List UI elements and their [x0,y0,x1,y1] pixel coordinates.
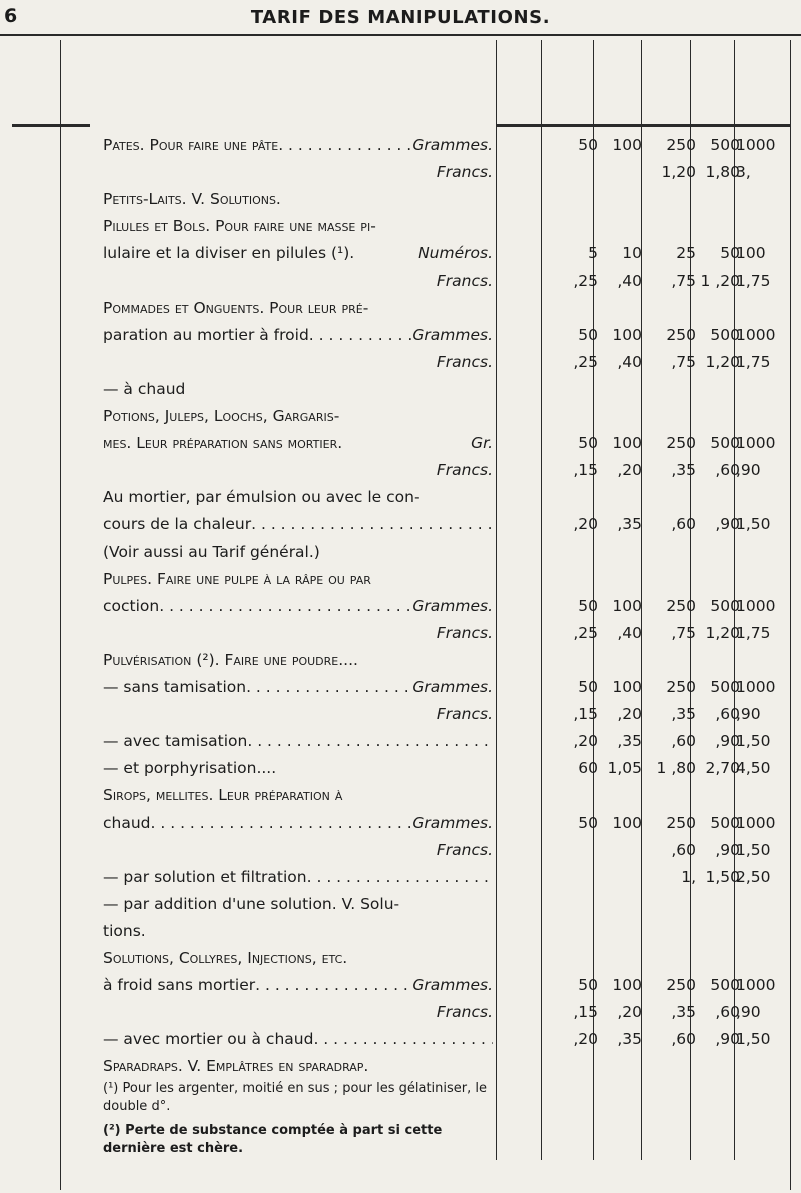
table-row [0,648,801,672]
row-description [103,431,493,455]
value-cell: 100 [612,813,642,832]
row-description [103,485,493,509]
row-label: — avec mortier ou à chaud [103,1030,314,1049]
header-rule [0,34,801,36]
column-head-rule [497,124,790,127]
table-row [0,946,801,970]
value-cell: 25 [676,244,696,263]
value-cell: 500 [710,813,740,832]
table-row [0,729,801,753]
value-cell: 500 [710,976,740,995]
value-cell [638,892,696,916]
table-row [0,133,801,157]
value-cell: 1000 [736,813,776,832]
value-cell [590,567,642,591]
value-cell: 60 [578,759,598,778]
value-cell: 250 [666,136,696,154]
value-cell: 1,75 [736,352,771,371]
value-cell: ,15 [573,1003,598,1022]
value-cell: ,90 [715,732,740,751]
value-cell: 1,50 [736,1030,771,1049]
row-label: mes. Leur préparation sans mortier. [103,434,343,453]
value-cell: 500 [710,596,740,615]
row-label: Pilules et Bols. Pour faire une masse pi- [103,217,376,236]
value-cell [638,567,696,591]
value-cell: 4,50 [736,759,771,778]
value-cell: ,20 [617,461,642,480]
value-cell: 500 [710,678,740,696]
value-cell: 100 [612,325,642,344]
row-description [103,973,493,997]
row-unit: Francs. [436,271,493,290]
table-row [0,973,801,997]
table-row [0,187,801,211]
table-row [0,594,801,618]
row-unit: Francs. [436,352,493,371]
value-cell: ,25 [573,271,598,290]
row-description [103,729,493,753]
value-cell [732,946,784,970]
value-cell: ,25 [573,352,598,371]
value-cell: ,60 [671,1030,696,1049]
row-label: Sirops, mellites. Leur préparation à [103,786,343,805]
value-cell: 2,70 [705,759,740,778]
value-cell [638,485,696,509]
table-row [0,458,801,482]
value-cell [638,540,696,564]
page-number: 6 [4,5,18,27]
footnote-2: (²) Perte de substance comptée à part si cette dernière est chère. [103,1123,443,1156]
row-label: — par addition d'une solution. V. Solu- [103,894,400,913]
row-label: à froid sans mortier [103,976,256,995]
value-cell [638,296,696,320]
row-description [103,458,493,482]
row-description [103,540,493,564]
row-label: paration au mortier à froid [103,325,309,344]
row-label: — à chaud [103,379,186,398]
value-cell [590,214,642,238]
page-title: TARIF DES MANIPULATIONS. [250,7,551,28]
value-cell: 1,05 [607,759,642,778]
value-cell: 100 [612,976,642,995]
value-cell [732,567,784,591]
value-cell: ,35 [671,705,696,724]
value-cell [732,187,784,211]
row-label: — et porphyrisation.... [103,759,277,778]
value-cell: 250 [666,325,696,344]
value-cell: ,90 [715,1030,740,1049]
dot-leader [159,594,412,618]
row-description [103,404,493,428]
value-cell: 1,75 [736,623,771,642]
table-row [0,783,801,807]
value-cell [590,485,642,509]
value-cell: 1, [681,867,696,886]
value-cell: 1,20 [661,163,696,182]
row-label: coction [103,596,160,615]
footnote-1: (¹) Pour les argenter, moitié en sus ; pour les gélatiniser, le double d°. [103,1081,488,1114]
value-cell [732,1054,784,1078]
row-unit: Numéros. [418,244,493,263]
row-description [103,160,493,184]
row-unit: Francs. [436,840,493,859]
value-cell [638,919,696,943]
value-cell: 250 [666,678,696,696]
row-description [103,702,493,726]
value-cell: 100 [612,678,642,696]
value-cell: 1 ,80 [656,759,696,778]
row-label: Pates. Pour faire une pâte [103,136,279,154]
value-cell: ,60 [671,732,696,751]
value-cell: ,20 [617,1003,642,1022]
row-unit: Francs. [436,163,493,182]
row-description [103,838,493,862]
row-description [103,811,493,835]
value-cell: 1,75 [736,271,771,290]
row-unit: Grammes. [412,325,493,344]
value-cell: ,75 [671,271,696,290]
value-cell: 50 [720,244,740,263]
table-row [0,919,801,943]
value-cell: 50 [578,596,598,615]
row-description [103,269,493,293]
value-cell [732,919,784,943]
row-label: tions. [103,921,146,940]
row-label: Pulpes. Faire une pulpe à la râpe ou par [103,569,371,588]
value-cell: 500 [710,434,740,453]
table-row [0,512,801,536]
value-cell: 50 [578,813,598,832]
value-cell: ,75 [671,623,696,642]
row-description [103,919,493,943]
value-cell: ,20 [617,705,642,724]
table-row [0,296,801,320]
dot-leader [309,323,413,347]
value-cell: 50 [578,434,598,453]
value-cell: 50 [578,976,598,995]
row-description [103,214,493,238]
row-description [103,783,493,807]
table-row [0,838,801,862]
footnotes [103,1080,493,1158]
value-cell: 1,50 [705,867,740,886]
table-row [0,269,801,293]
value-cell: 1000 [736,325,776,344]
value-cell: ,35 [617,1030,642,1049]
value-cell: ,15 [573,461,598,480]
row-description [103,296,493,320]
value-cell: 1,50 [736,840,771,859]
value-cell: ,60 [715,705,740,724]
value-cell: 1000 [736,434,776,453]
dot-leader [246,675,412,699]
value-cell: ,35 [671,1003,696,1022]
table-row [0,431,801,455]
value-cell: 250 [666,434,696,453]
row-description [103,187,493,211]
row-description [103,756,493,780]
value-cell: ,90 [736,1003,761,1022]
row-description [103,133,493,157]
value-cell [638,648,696,672]
table-row [0,323,801,347]
value-cell [638,404,696,428]
value-cell: 2,50 [736,867,771,886]
value-cell: 1000 [736,596,776,615]
value-cell: ,15 [573,705,598,724]
row-description [103,350,493,374]
row-description [103,241,493,265]
value-cell: 100 [612,434,642,453]
table-row [0,702,801,726]
value-cell: 3, [736,163,751,182]
table-row [0,485,801,509]
table-row [0,540,801,564]
value-cell: ,35 [617,515,642,534]
dot-leader [255,973,412,997]
value-cell: ,25 [573,623,598,642]
value-cell: ,90 [736,461,761,480]
value-cell: 50 [578,325,598,344]
value-cell: 50 [578,678,598,696]
table-row [0,865,801,889]
value-cell: 100 [612,136,642,154]
value-cell: ,60 [715,461,740,480]
table-row [0,567,801,591]
table-row [0,621,801,645]
table-row [0,350,801,374]
value-cell [732,648,784,672]
value-cell [638,783,696,807]
value-cell: ,60 [715,1003,740,1022]
value-cell [590,865,642,889]
value-cell: 1,20 [705,352,740,371]
row-description [103,1000,493,1024]
value-cell [590,783,642,807]
value-cell [590,946,642,970]
dot-leader [313,1027,493,1051]
value-cell: 1000 [736,678,776,696]
table-row [0,214,801,238]
value-cell: ,35 [617,732,642,751]
table-row [0,1054,801,1078]
value-cell: 1 ,20 [700,271,740,290]
row-description [103,567,493,591]
value-cell [590,540,642,564]
row-unit: Gr. [471,434,493,453]
row-label: Solutions, Collyres, Injections, etc. [103,949,348,967]
row-unit: Grammes. [412,813,493,832]
value-cell: ,90 [715,840,740,859]
row-unit: Francs. [436,461,493,480]
row-label: lulaire et la diviser en pilules (¹). [103,244,355,263]
row-label: cours de la chaleur [103,515,252,534]
row-label: Pommades et Onguents. Pour leur pré- [103,298,369,317]
row-description [103,512,493,536]
value-cell: 500 [710,136,740,154]
table-row [0,377,801,401]
value-cell [638,946,696,970]
row-label: — avec tamisation [103,732,248,751]
row-description [103,1027,493,1051]
value-cell: 250 [666,596,696,615]
value-cell: ,75 [671,352,696,371]
row-unit: Grammes. [412,678,493,696]
value-cell [590,296,642,320]
dot-leader [251,512,493,536]
row-description [103,1054,493,1078]
value-cell: ,35 [671,461,696,480]
value-cell [590,892,642,916]
value-cell: 1,50 [736,732,771,751]
table-row [0,892,801,916]
dot-leader [278,133,412,157]
column-head-rule [12,124,90,127]
value-cell [732,296,784,320]
row-description [103,621,493,645]
value-cell [638,187,696,211]
value-cell [590,919,642,943]
table-row [0,1000,801,1024]
row-unit: Grammes. [412,976,493,995]
row-description [103,377,493,401]
value-cell [732,485,784,509]
value-cell: ,20 [573,515,598,534]
table-row [0,160,801,184]
value-cell: ,90 [736,705,761,724]
row-unit: Grammes. [412,596,493,615]
value-cell [732,377,784,401]
value-cell [638,377,696,401]
row-description [103,675,493,699]
value-cell: 250 [666,976,696,995]
value-cell [590,648,642,672]
row-description [103,323,493,347]
table-row [0,404,801,428]
table-row [0,241,801,265]
value-cell: 5 [588,244,598,263]
row-label: Potions, Juleps, Loochs, Gargaris- [103,407,340,425]
value-cell [732,783,784,807]
row-label: Au mortier, par émulsion ou avec le con- [103,488,420,507]
value-cell [732,540,784,564]
row-description [103,865,493,889]
value-cell: ,20 [573,1030,598,1049]
value-cell [732,892,784,916]
value-cell: ,40 [617,271,642,290]
table-row [0,811,801,835]
value-cell: ,60 [671,515,696,534]
dot-leader [307,865,493,889]
value-cell: 100 [612,596,642,615]
value-cell: 1000 [736,136,776,154]
value-cell: 1000 [736,976,776,995]
value-cell [638,214,696,238]
dot-leader [151,811,413,835]
value-cell: 1,80 [705,163,740,182]
value-cell [732,404,784,428]
row-unit: Francs. [436,705,493,724]
value-cell: 50 [578,136,598,154]
table-row [0,1027,801,1051]
value-cell: 100 [736,244,766,263]
row-label: (Voir aussi au Tarif général.) [103,542,320,561]
row-unit: Francs. [436,623,493,642]
value-cell: 500 [710,325,740,344]
value-cell: 1,50 [736,515,771,534]
table-row [0,756,801,780]
value-cell [638,1054,696,1078]
row-label: — par solution et filtration [103,867,307,886]
value-cell: 10 [622,244,642,263]
value-cell: 1,20 [705,623,740,642]
value-cell: ,60 [671,840,696,859]
row-description [103,594,493,618]
value-cell: 250 [666,813,696,832]
row-label: — sans tamisation [103,678,247,696]
row-description [103,892,493,916]
table-row [0,675,801,699]
value-cell [590,377,642,401]
value-cell: ,20 [573,732,598,751]
dot-leader [247,729,493,753]
value-cell [590,404,642,428]
row-label: Pulvérisation (²). Faire une poudre.... [103,650,358,669]
row-label: Sparadraps. V. Emplâtres en sparadrap. [103,1057,369,1076]
value-cell: ,90 [715,515,740,534]
value-cell [732,214,784,238]
value-cell [590,838,642,862]
value-cell: ,40 [617,352,642,371]
row-description [103,946,493,970]
row-unit: Grammes. [412,136,493,154]
row-label: Petits-Laits. V. Solutions. [103,190,281,209]
value-cell [590,160,642,184]
value-cell [590,187,642,211]
row-description [103,648,493,672]
row-label: chaud [103,813,151,832]
row-unit: Francs. [436,1003,493,1022]
value-cell: ,40 [617,623,642,642]
value-cell [590,1054,642,1078]
